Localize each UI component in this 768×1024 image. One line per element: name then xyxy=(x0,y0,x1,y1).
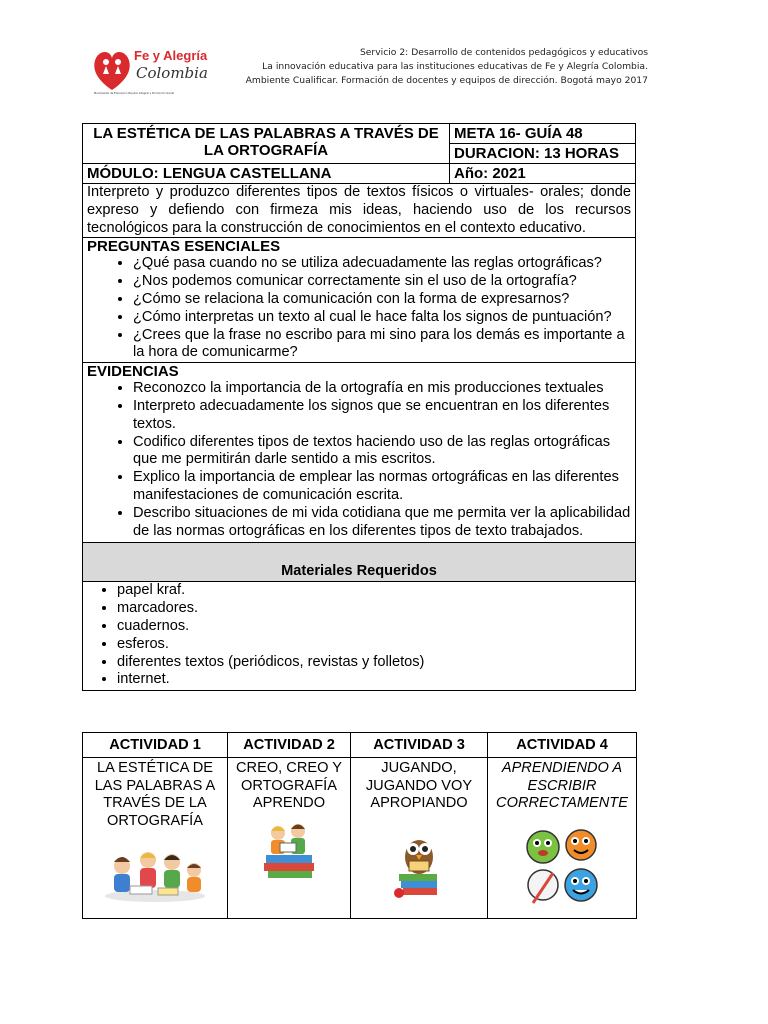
list-item: • ¿Cómo se relaciona la comunicación con la forma de expresarnos? xyxy=(133,291,631,309)
guide-meta: META 16- GUÍA 48 xyxy=(450,124,636,144)
guide-module: MÓDULO: LENGUA CASTELLANA xyxy=(83,164,450,184)
activity-1-cell xyxy=(83,758,228,919)
header-line-1: Servicio 2: Desarrollo de contenidos pedagógicos y educativos xyxy=(359,47,648,58)
evidence-list xyxy=(87,380,631,540)
activity-4-cell xyxy=(488,758,637,919)
activities-table xyxy=(82,732,637,919)
list-item: • Interpreto adecuadamente los signos que se encuentran en los diferentes textos. xyxy=(133,398,631,434)
guide-duration: DURACION: 13 HORAS xyxy=(450,144,636,164)
list-item: • marcadores. xyxy=(117,600,631,618)
list-item: • ¿Qué pasa cuando no se utiliza adecuadamente las reglas ortográficas? xyxy=(133,255,631,273)
activity-3-cell xyxy=(351,758,488,919)
document-header xyxy=(246,46,648,89)
logo-tagline: Movimiento de Educación Popular Integral y Promoción Social xyxy=(94,92,175,95)
list-item: • diferentes textos (periódicos, revistas y folletos) xyxy=(117,654,631,672)
activity-2-label: ACTIVIDAD 2 xyxy=(228,733,351,758)
list-item: • Codifico diferentes tipos de textos haciendo uso de las reglas ortográficas que me permitirán darle sentido a mis escritos. xyxy=(133,434,631,470)
activity-1-label: ACTIVIDAD 1 xyxy=(83,733,228,758)
list-item: • ¿Crees que la frase no escribo para mi sino para los demás es importante a la hora de comunicarme? xyxy=(133,327,631,363)
logo-brand-line2: Colombia xyxy=(136,64,208,82)
header-line-2: La innovación educativa para las instituciones educativas de Fe y Alegría Colombia. xyxy=(262,61,648,73)
heart-people-icon xyxy=(94,52,129,90)
questions-heading: PREGUNTAS ESENCIALES xyxy=(87,238,281,256)
materials-heading: Materiales Requeridos xyxy=(83,543,636,582)
list-item: • ¿Cómo interpretas un texto al cual le hace falta los signos de puntuación? xyxy=(133,309,631,327)
activity-2-text: CREO, CREO Y ORTOGRAFÍA APRENDO xyxy=(236,760,342,811)
list-item: • cuadernos. xyxy=(117,618,631,636)
fe-y-alegria-logo xyxy=(92,44,212,100)
list-item: • internet. xyxy=(117,671,631,689)
list-item: • Explico la importancia de emplear las normas ortográficas en las diferentes manifestaciones de comunicación escrita. xyxy=(133,469,631,505)
evidence-heading: EVIDENCIAS xyxy=(87,363,179,381)
owl-books-icon xyxy=(391,833,447,901)
activity-4-text: APRENDIENDO A ESCRIBIR CORRECTAMENTE xyxy=(496,760,628,811)
list-item: • esferos. xyxy=(117,636,631,654)
evidence-section xyxy=(83,363,636,543)
materials-section xyxy=(83,582,636,691)
children-reading-icon xyxy=(100,844,210,904)
materials-list xyxy=(87,582,631,689)
questions-list xyxy=(87,255,631,362)
guide-year: Año: 2021 xyxy=(450,164,636,184)
header-line-3: Ambiente Cualificar. Formación de docentes y equipos de dirección. Bogotá mayo 2017 xyxy=(245,75,648,87)
guide-title: LA ESTÉTICA DE LAS PALABRAS A TRAVÉS DE LA ORTOGRAFÍA xyxy=(83,124,450,164)
list-item: • Describo situaciones de mi vida cotidiana que me permita ver la aplicabilidad de las normas ortográficas en los diferentes tipos de texto trabajados. xyxy=(133,505,631,541)
list-item: • papel kraf. xyxy=(117,582,631,600)
activity-3-label: ACTIVIDAD 3 xyxy=(351,733,488,758)
logo-brand-line1: Fe y Alegría xyxy=(134,48,208,63)
guide-table xyxy=(82,123,636,691)
activity-4-label: ACTIVIDAD 4 xyxy=(488,733,637,758)
questions-section xyxy=(83,238,636,363)
activity-2-cell xyxy=(228,758,351,919)
letter-faces-icon xyxy=(519,825,605,911)
list-item: • Reconozco la importancia de la ortografía en mis producciones textuales xyxy=(133,380,631,398)
activity-1-text: LA ESTÉTICA DE LAS PALABRAS A TRAVÉS DE LA ORTOGRAFÍA xyxy=(94,760,216,829)
guide-intro: Interpreto y produzco diferentes tipos de textos físicos o virtuales- orales; donde expreso y defiendo con firmeza mis ideas, haciendo uso de los recursos tecnológicos para la construcción de conocimientos en el contexto educativo. xyxy=(83,184,636,238)
kids-on-books-icon xyxy=(258,819,320,881)
activity-3-text: JUGANDO, JUGANDO VOY APROPIANDO xyxy=(365,760,473,811)
list-item: • ¿Nos podemos comunicar correctamente sin el uso de la ortografía? xyxy=(133,273,631,291)
